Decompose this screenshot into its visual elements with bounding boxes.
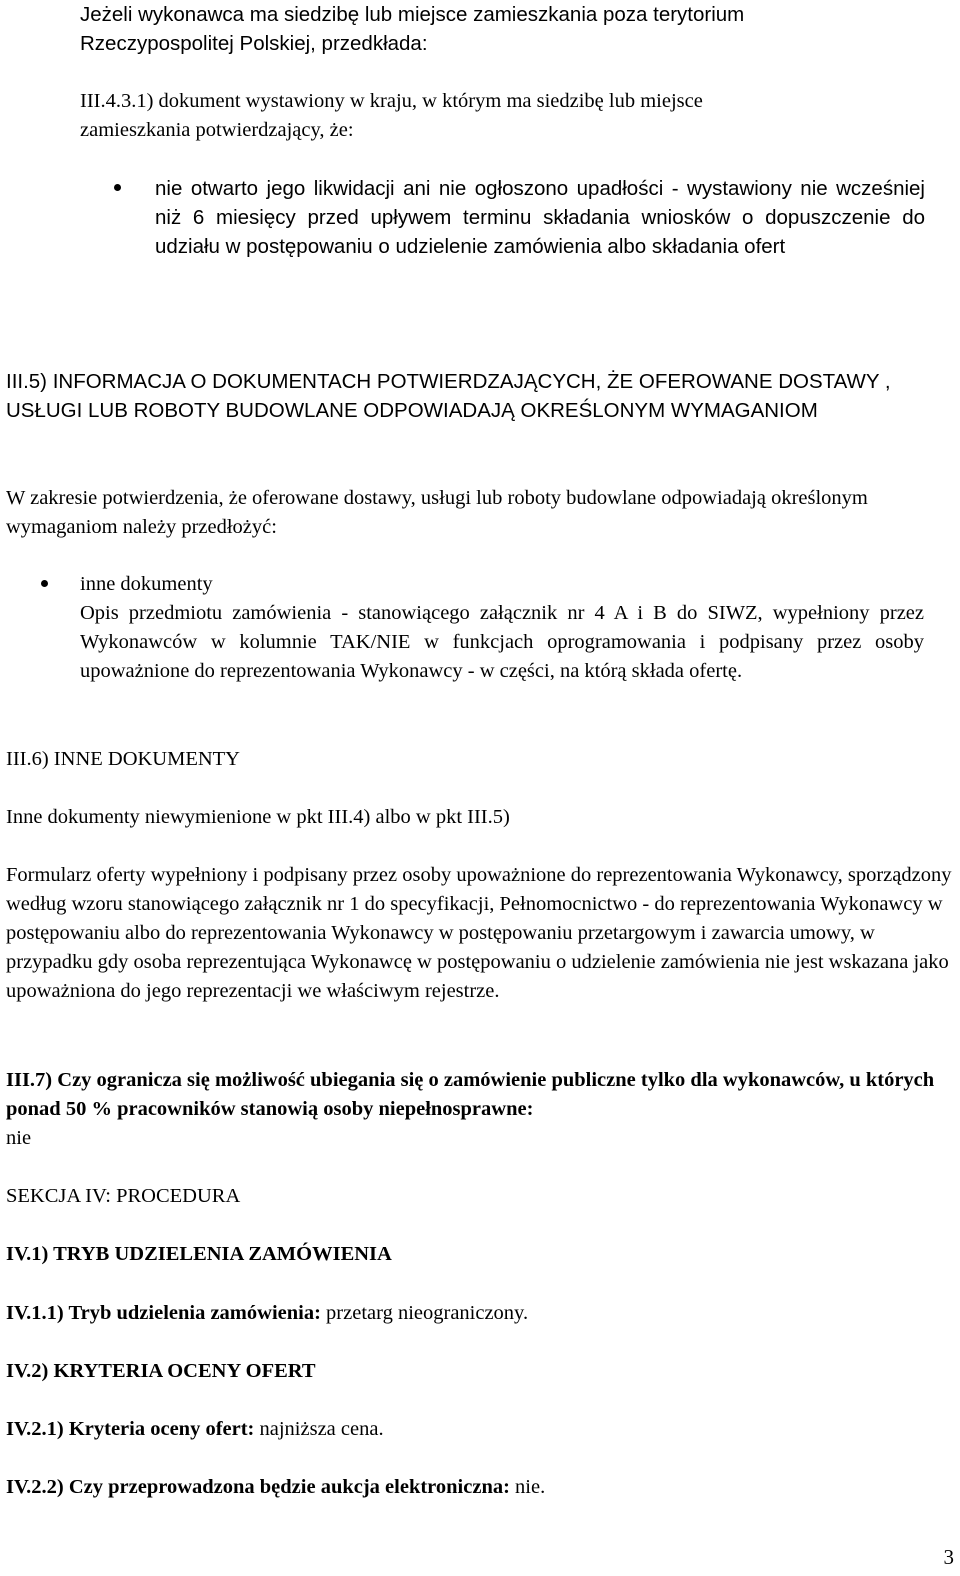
iii-7-answer: nie — [6, 1127, 32, 1149]
iii-5-heading: III.5) INFORMACJA O DOKUMENTACH POTWIERDZAJĄCYCH, ŻE OFEROWANE DOSTAWY , USŁUGI LUB ROBOTY BUDOWLANE ODPOWIADAJĄ OKREŚLONYM WYMAGANIOM — [6, 370, 891, 422]
iv-2-1-label: IV.2.1) Kryteria oceny ofert: — [6, 1418, 255, 1440]
iii-5-paragraph: W zakresie potwierdzenia, że oferowane dostawy, usługi lub roboty budowlane odpowiadają określonym wymaganiom należy przedłożyć: — [6, 487, 868, 538]
iv-2-2-value: nie. — [509, 1476, 546, 1498]
iv-1-1-line — [6, 1299, 528, 1328]
iii-7-question: III.7) Czy ogranicza się możliwość ubiegania się o zamówienie publiczne tylko dla wykonawców, u których ponad 50 % pracowników stanowią osoby niepełnosprawne: — [6, 1069, 935, 1120]
iii-6-heading: III.6) INNE DOKUMENTY — [6, 748, 240, 770]
iv-2-1-value: najniższa cena. — [254, 1418, 384, 1440]
iv-2-2-label: IV.2.2) Czy przeprowadzona będzie aukcja elektroniczna: — [6, 1476, 510, 1498]
page-number: 3 — [943, 1545, 954, 1569]
iii-5-bullet-title: inne dokumenty — [80, 573, 213, 595]
iv-2-1-line — [6, 1415, 384, 1444]
iii-4-3-1-bullet-text: nie otwarto jego likwidacji ani nie ogłoszono upadłości - wystawiony nie wcześniej niż 6 miesięcy przed upływem terminu składania wniosków o dopuszczenie do udziału w postępowaniu o udzielenie zamówienia albo składania ofert — [155, 177, 925, 258]
bullet-icon — [41, 580, 48, 587]
bullet-icon — [114, 184, 121, 191]
iv-2-heading: IV.2) KRYTERIA OCENY OFERT — [6, 1360, 316, 1382]
iv-2-2-line — [6, 1473, 545, 1502]
iii-4-3-1-line-2: zamieszkania potwierdzający, że: — [80, 119, 354, 141]
intro-line-2: Rzeczypospolitej Polskiej, przedkłada: — [80, 32, 428, 55]
iv-1-1-label: IV.1.1) Tryb udzielenia zamówienia: — [6, 1302, 321, 1324]
iii-4-3-1-line-1: III.4.3.1) dokument wystawiony w kraju, w którym ma siedzibę lub miejsce — [80, 90, 703, 112]
section-iv-title: SEKCJA IV: PROCEDURA — [6, 1185, 241, 1207]
iii-6-subheading: Inne dokumenty niewymienione w pkt III.4) albo w pkt III.5) — [6, 806, 510, 828]
iii-5-bullet-body: Opis przedmiotu zamówienia - stanowiącego załącznik nr 4 A i B do SIWZ, wypełniony przez Wykonawców w kolumnie TAK/NIE w funkcjach oprogramowania i podpisany przez osoby upoważnione do reprezentowania Wykonawcy - w części, na którą składa ofertę. — [80, 602, 924, 682]
iv-1-heading: IV.1) TRYB UDZIELENIA ZAMÓWIENIA — [6, 1243, 392, 1265]
intro-line-1: Jeżeli wykonawca ma siedzibę lub miejsce zamieszkania poza terytorium — [80, 3, 745, 26]
iv-1-1-value: przetarg nieograniczony. — [320, 1302, 529, 1324]
iii-6-paragraph: Formularz oferty wypełniony i podpisany przez osoby upoważnione do reprezentowania Wykonawcy, sporządzony według wzoru stanowiącego załącznik nr 1 do specyfikacji, Pełnomocnictwo - do reprezentowania Wykonawcy w postępowaniu albo do reprezentowania Wykonawcy w postępowaniu przetargowym i zawarcia umowy, w przypadku gdy osoba reprezentująca Wykonawcę w postępowaniu o udzielenie zamówienia nie jest wskazana jako upoważniona do jego reprezentacji we właściwym rejestrze. — [6, 864, 952, 1002]
